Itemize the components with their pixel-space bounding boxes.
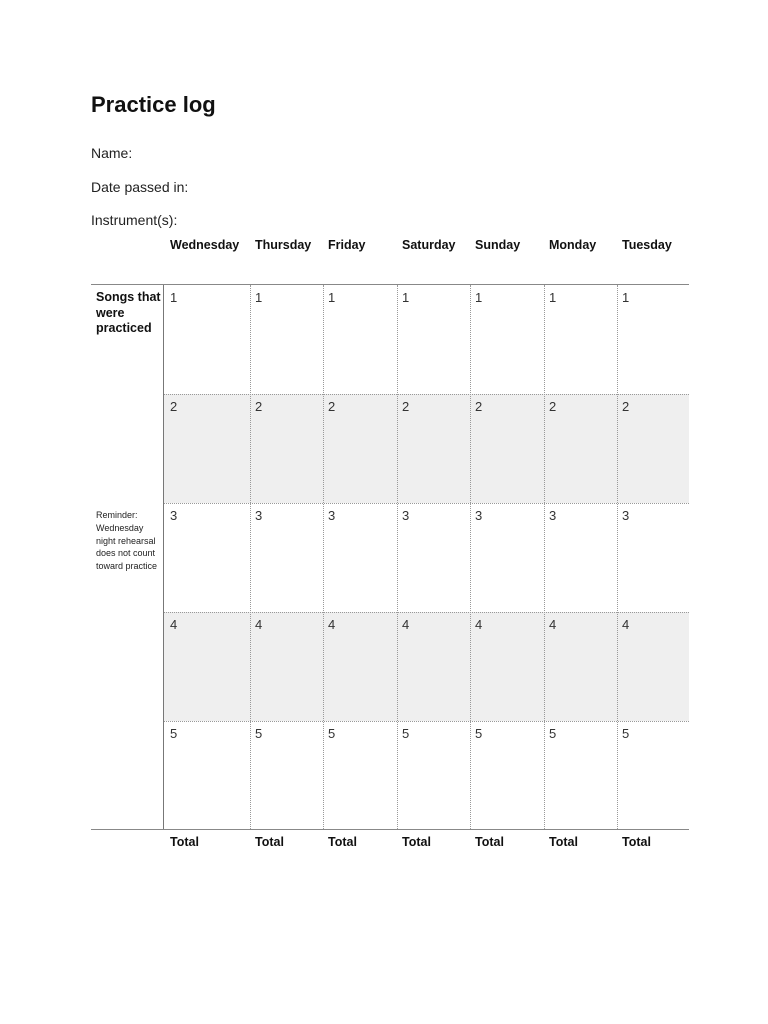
table-bottom-rule — [91, 829, 689, 830]
total-tuesday: Total — [622, 835, 651, 849]
entry-cell-sunday-4[interactable]: 4 — [475, 617, 483, 632]
column-divider — [397, 285, 398, 829]
total-saturday: Total — [402, 835, 431, 849]
entry-cell-thursday-3[interactable]: 3 — [255, 508, 263, 523]
instruments-field-label: Instrument(s): — [91, 212, 178, 228]
entry-cell-wednesday-1[interactable]: 1 — [170, 290, 178, 305]
entry-cell-thursday-1[interactable]: 1 — [255, 290, 263, 305]
page-title: Practice log — [91, 92, 216, 117]
total-monday: Total — [549, 835, 578, 849]
entry-cell-monday-4[interactable]: 4 — [549, 617, 557, 632]
entry-cell-saturday-1[interactable]: 1 — [402, 290, 410, 305]
entry-cell-wednesday-5[interactable]: 5 — [170, 726, 178, 741]
entry-cell-thursday-5[interactable]: 5 — [255, 726, 263, 741]
entry-cell-sunday-2[interactable]: 2 — [475, 399, 483, 414]
entry-cell-monday-1[interactable]: 1 — [549, 290, 557, 305]
entry-cell-thursday-4[interactable]: 4 — [255, 617, 263, 632]
entry-cell-friday-5[interactable]: 5 — [328, 726, 336, 741]
entry-cell-tuesday-2[interactable]: 2 — [622, 399, 630, 414]
column-divider — [544, 285, 545, 829]
entry-cell-saturday-3[interactable]: 3 — [402, 508, 410, 523]
day-header-tuesday: Tuesday — [622, 238, 672, 252]
practice-grid — [163, 285, 689, 829]
entry-cell-sunday-5[interactable]: 5 — [475, 726, 483, 741]
name-field-label: Name: — [91, 145, 133, 161]
entry-cell-saturday-2[interactable]: 2 — [402, 399, 410, 414]
practice-row-1 — [164, 285, 689, 394]
entry-cell-monday-2[interactable]: 2 — [549, 399, 557, 414]
entry-cell-wednesday-2[interactable]: 2 — [170, 399, 178, 414]
total-friday: Total — [328, 835, 357, 849]
entry-cell-monday-3[interactable]: 3 — [549, 508, 557, 523]
entry-cell-friday-2[interactable]: 2 — [328, 399, 336, 414]
day-header-friday: Friday — [328, 238, 366, 252]
entry-cell-wednesday-3[interactable]: 3 — [170, 508, 178, 523]
entry-cell-saturday-4[interactable]: 4 — [402, 617, 410, 632]
entry-cell-tuesday-4[interactable]: 4 — [622, 617, 630, 632]
column-divider — [323, 285, 324, 829]
column-divider — [470, 285, 471, 829]
practice-row-2 — [164, 394, 689, 503]
entry-cell-tuesday-3[interactable]: 3 — [622, 508, 630, 523]
entry-cell-tuesday-1[interactable]: 1 — [622, 290, 630, 305]
column-divider — [617, 285, 618, 829]
day-header-wednesday: Wednesday — [170, 238, 240, 252]
total-sunday: Total — [475, 835, 504, 849]
practice-row-4 — [164, 612, 689, 721]
entry-cell-sunday-1[interactable]: 1 — [475, 290, 483, 305]
entry-cell-wednesday-4[interactable]: 4 — [170, 617, 178, 632]
total-thursday: Total — [255, 835, 284, 849]
day-header-sunday: Sunday — [475, 238, 521, 252]
day-header-thursday: Thursday — [255, 238, 312, 252]
entry-cell-thursday-2[interactable]: 2 — [255, 399, 263, 414]
entry-cell-saturday-5[interactable]: 5 — [402, 726, 410, 741]
entry-cell-tuesday-5[interactable]: 5 — [622, 726, 630, 741]
entry-cell-friday-1[interactable]: 1 — [328, 290, 336, 305]
day-header-monday: Monday — [549, 238, 597, 252]
total-wednesday: Total — [170, 835, 199, 849]
entry-cell-friday-3[interactable]: 3 — [328, 508, 336, 523]
practice-row-5 — [164, 721, 689, 830]
entry-cell-monday-5[interactable]: 5 — [549, 726, 557, 741]
songs-practiced-label: Songs that were practiced — [96, 290, 161, 335]
practice-row-3 — [164, 503, 689, 612]
entry-cell-sunday-3[interactable]: 3 — [475, 508, 483, 523]
entry-cell-friday-4[interactable]: 4 — [328, 617, 336, 632]
date-passed-in-field-label: Date passed in: — [91, 179, 189, 195]
column-divider — [250, 285, 251, 829]
day-header-saturday: Saturday — [402, 238, 456, 252]
reminder-note: Reminder: Wednesday night rehearsal does not count toward practice — [96, 510, 158, 572]
